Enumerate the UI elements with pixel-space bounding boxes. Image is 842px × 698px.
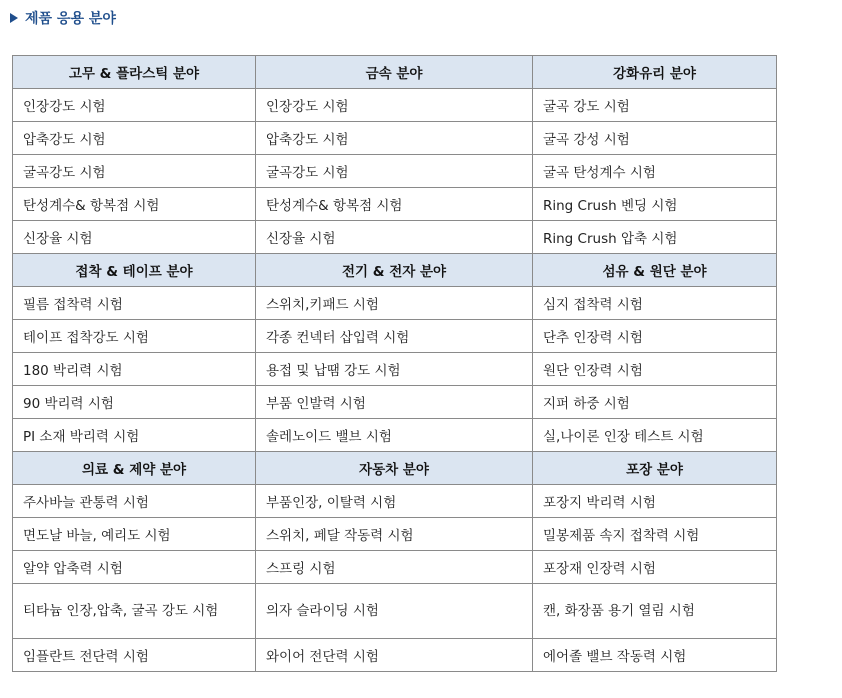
table-cell: 와이어 전단력 시험 xyxy=(256,639,533,672)
table-cell: 알약 압축력 시험 xyxy=(13,551,256,584)
table-row xyxy=(13,155,777,188)
table-cell: 티타늄 인장,압축, 굴곡 강도 시험 xyxy=(13,584,256,639)
table-row xyxy=(13,353,777,386)
group-header-cell: 자동차 분야 xyxy=(256,452,533,485)
table-cell: PI 소재 박리력 시험 xyxy=(13,419,256,452)
table-cell: 에어졸 밸브 작동력 시험 xyxy=(533,639,777,672)
table-cell: 지퍼 하중 시험 xyxy=(533,386,777,419)
table-cell: 필름 접착력 시험 xyxy=(13,287,256,320)
table-cell: 단추 인장력 시험 xyxy=(533,320,777,353)
table-cell: 심지 접착력 시험 xyxy=(533,287,777,320)
table-row xyxy=(13,584,777,639)
table-cell: 포장재 인장력 시험 xyxy=(533,551,777,584)
table-cell: 임플란트 전단력 시험 xyxy=(13,639,256,672)
table-cell: 굴곡강도 시험 xyxy=(256,155,533,188)
table-cell: 테이프 접착강도 시험 xyxy=(13,320,256,353)
group-header-cell: 의료 & 제약 분야 xyxy=(13,452,256,485)
table-cell: 실,나이론 인장 테스트 시험 xyxy=(533,419,777,452)
table-row xyxy=(13,221,777,254)
group-header-row xyxy=(13,56,777,89)
table-cell: 솔레노이드 밸브 시험 xyxy=(256,419,533,452)
table-cell: 인장강도 시험 xyxy=(13,89,256,122)
table-cell: Ring Crush 압축 시험 xyxy=(533,221,777,254)
table-cell: 각종 컨넥터 삽입력 시험 xyxy=(256,320,533,353)
table-cell: 부품 인발력 시험 xyxy=(256,386,533,419)
section-title-label: 제품 응용 분야 xyxy=(25,11,116,27)
group-header-cell: 강화유리 분야 xyxy=(533,56,777,89)
table-cell: 밀봉제품 속지 접착력 시험 xyxy=(533,518,777,551)
table-cell: 굴곡 탄성계수 시험 xyxy=(533,155,777,188)
table-cell: 압축강도 시험 xyxy=(13,122,256,155)
table-cell: 탄성계수& 항복점 시험 xyxy=(256,188,533,221)
table-row xyxy=(13,188,777,221)
table-row xyxy=(13,122,777,155)
table-row xyxy=(13,89,777,122)
group-header-cell: 전기 & 전자 분야 xyxy=(256,254,533,287)
table-cell: 신장율 시험 xyxy=(256,221,533,254)
table-row xyxy=(13,551,777,584)
group-header-cell: 고무 & 플라스틱 분야 xyxy=(13,56,256,89)
table-cell: 180 박리력 시험 xyxy=(13,353,256,386)
triangle-arrow-icon xyxy=(10,13,18,23)
table-cell: 굴곡 강성 시험 xyxy=(533,122,777,155)
table-row xyxy=(13,518,777,551)
group-header-cell: 금속 분야 xyxy=(256,56,533,89)
table-row xyxy=(13,320,777,353)
group-header-row xyxy=(13,254,777,287)
table-cell: 스프링 시험 xyxy=(256,551,533,584)
table-cell: Ring Crush 벤딩 시험 xyxy=(533,188,777,221)
group-header-cell: 접착 & 테이프 분야 xyxy=(13,254,256,287)
table-cell: 굴곡강도 시험 xyxy=(13,155,256,188)
table-cell: 90 박리력 시험 xyxy=(13,386,256,419)
table-row xyxy=(13,485,777,518)
table-cell: 용접 및 납땜 강도 시험 xyxy=(256,353,533,386)
table-cell: 굴곡 강도 시험 xyxy=(533,89,777,122)
table-cell: 신장율 시험 xyxy=(13,221,256,254)
table-cell: 포장지 박리력 시험 xyxy=(533,485,777,518)
table-cell: 부품인장, 이탈력 시험 xyxy=(256,485,533,518)
table-cell: 원단 인장력 시험 xyxy=(533,353,777,386)
table-cell: 스위치,키패드 시험 xyxy=(256,287,533,320)
table-cell: 면도날 바늘, 예리도 시험 xyxy=(13,518,256,551)
table-cell: 주사바늘 관통력 시험 xyxy=(13,485,256,518)
table-cell: 스위치, 페달 작동력 시험 xyxy=(256,518,533,551)
table-row xyxy=(13,386,777,419)
table-row xyxy=(13,287,777,320)
table-cell: 의자 슬라이딩 시험 xyxy=(256,584,533,639)
group-header-cell: 섬유 & 원단 분야 xyxy=(533,254,777,287)
table-row xyxy=(13,419,777,452)
group-header-cell: 포장 분야 xyxy=(533,452,777,485)
table-cell: 인장강도 시험 xyxy=(256,89,533,122)
table-row xyxy=(13,639,777,672)
group-header-row xyxy=(13,452,777,485)
table-cell: 압축강도 시험 xyxy=(256,122,533,155)
application-table xyxy=(12,55,777,672)
table-cell: 탄성계수& 항복점 시험 xyxy=(13,188,256,221)
section-title xyxy=(10,8,116,28)
table-cell: 캔, 화장품 용기 열림 시험 xyxy=(533,584,777,639)
